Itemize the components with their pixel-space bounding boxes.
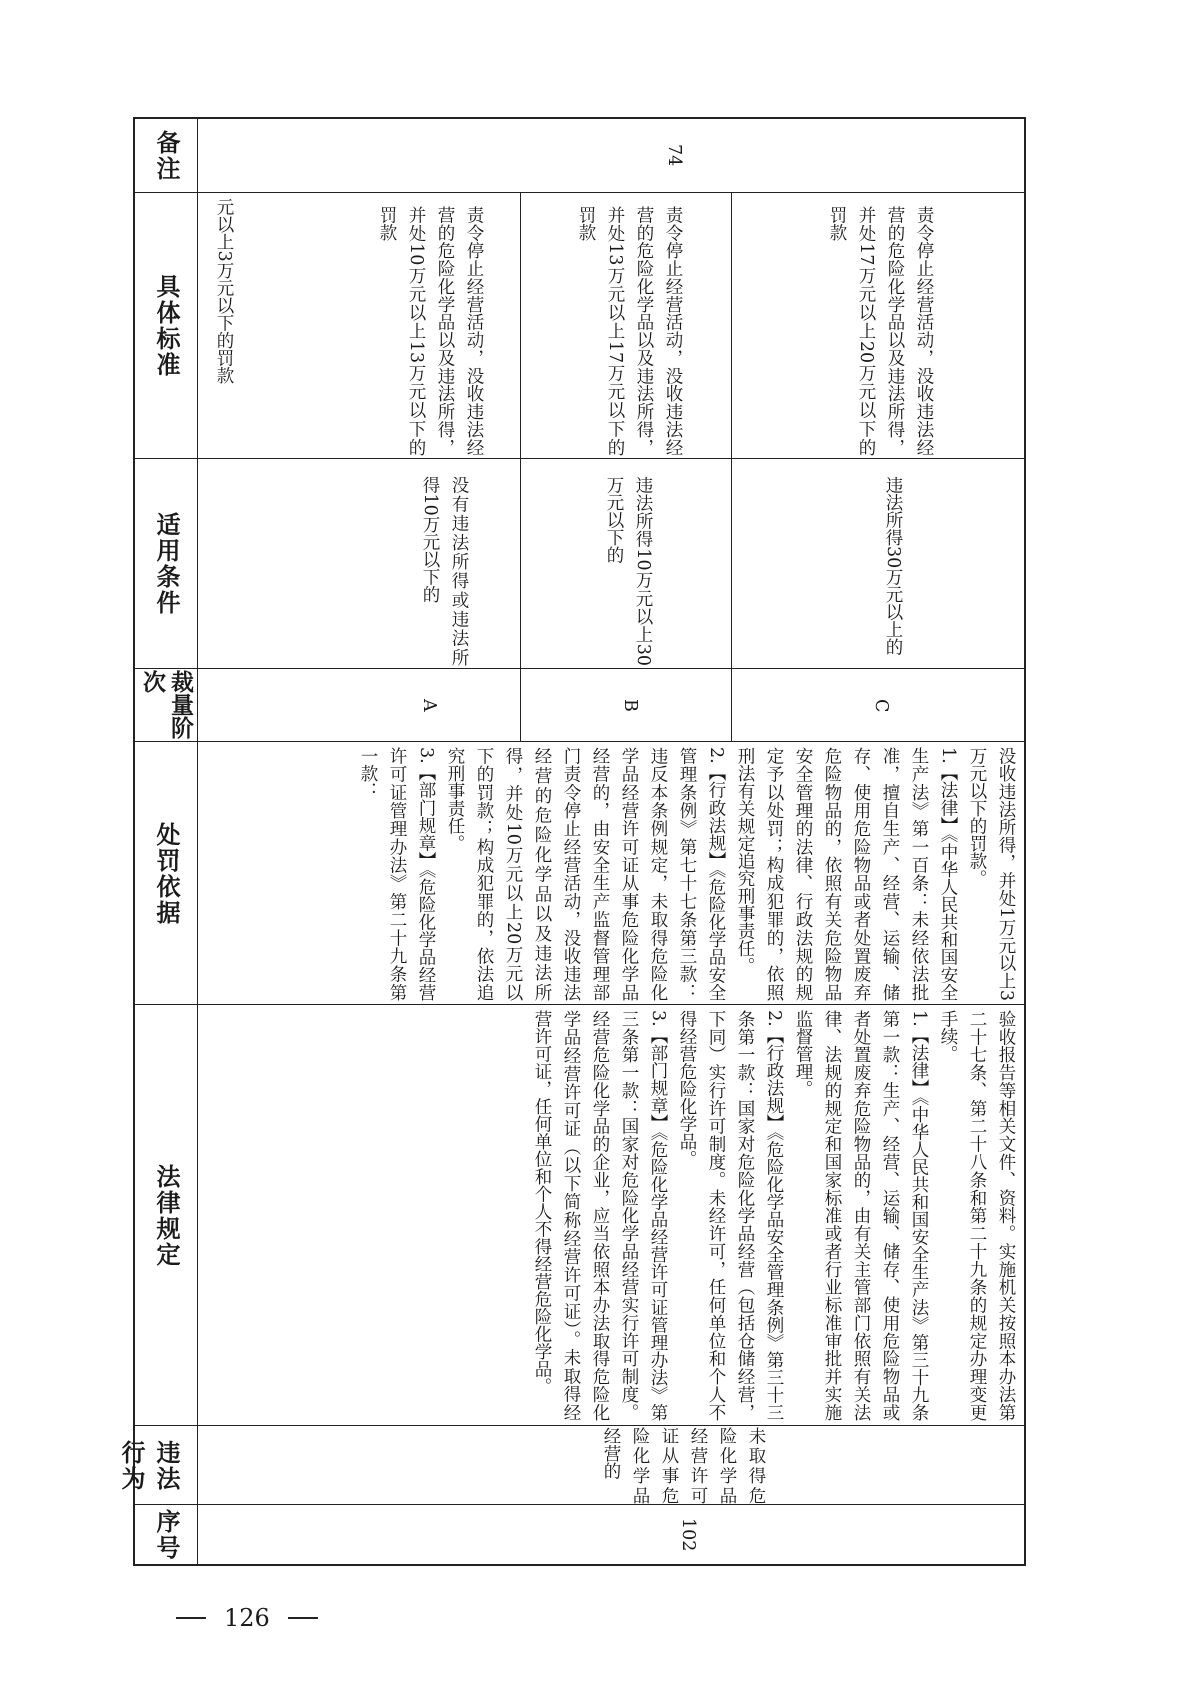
col-divider-basis xyxy=(133,1004,1026,1005)
header-condition: 适用条件 xyxy=(152,512,180,616)
col-divider-condition xyxy=(133,668,1026,669)
cell-condition-c: 违法所得30万元以上的 xyxy=(883,476,903,656)
cell-standard-c: 责令停止经营活动，没收违法经营的危险化学品以及违法所得，并处17万元以上20万元以下的罚款 xyxy=(827,206,934,456)
cell-violation: 未取得危险化学品经营许可证从事危险化学品经营的 xyxy=(601,1427,766,1504)
page-footer xyxy=(176,1604,318,1632)
cell-serial: 102 xyxy=(678,1518,698,1552)
header-remark: 备注 xyxy=(152,129,180,182)
level-divider-2 xyxy=(731,192,732,742)
level-divider-1 xyxy=(520,192,521,742)
header-basis: 处罚依据 xyxy=(152,821,180,926)
page-number: 126 xyxy=(224,1604,270,1632)
cell-standard-a: 责令停止经营活动，没收违法经营的危险化学品以及违法所得，并处10万元以上13万元以下的罚款 xyxy=(377,206,484,456)
col-divider-standard xyxy=(133,458,1026,459)
table-border-left xyxy=(133,117,135,1566)
table-border-bottom xyxy=(133,1564,1026,1566)
col-divider-violation xyxy=(133,1504,1026,1505)
header-serial: 序号 xyxy=(152,1509,180,1561)
header-level: 裁量阶次 xyxy=(139,670,193,739)
col-divider-legal xyxy=(133,1425,1026,1426)
cell-standard-b: 责令停止经营活动，没收违法经营的危险化学品以及违法所得，并处13万元以上17万元以下的罚款 xyxy=(576,206,683,456)
col-divider-remark xyxy=(133,192,1026,193)
cell-condition-b: 违法所得10万元以上30万元以下的 xyxy=(604,476,653,666)
col-divider-level xyxy=(133,741,1026,742)
cell-basis-text: 没收违法所得，并处1万元以上3万元以下的罚款。 1.【法律】《中华人民共和国安全生产法》第一百条：未经依法批准，擅自生产、经营、运输、储存、使用危险物品或者处置废弃危险物品的，依照有关危险物品安全管理的法律、行政法规的规定予以处罚；构成犯罪的，依照刑法有关规定追究刑事责任。 2.【行政法规】《危险化学品安全管理条例》第七十七条第三款：违反本条例规定，未取得危险化学品经营许可证从事危险化学品经营的，由安全生产监督管理部门责令停止经营活动，没收违法经营的危险化学品以及违法所得，并处10万元以上20万元以下的罚款；构成犯罪的，依法追究刑事责任。 3.【部门规章】《危险化学品经营许可证管理办法》第二十九条第一款： xyxy=(358,747,1016,1001)
header-divider xyxy=(197,117,198,1566)
header-legal: 法律规定 xyxy=(152,1163,180,1268)
header-standard: 具体标准 xyxy=(152,274,180,378)
cell-legal-text: 验收报告等相关文件、资料。实施机关按照本办法第二十七条、第二十八条和第二十九条的规定办理变更手续。 1.【法律】《中华人民共和国安全生产法》第三十九条第一款：生产、经营、运输、储存、使用危险物品或者处置废弃危险物品的，由有关主管部门依照有关法律、法规的规定和国家标准或者行业标准审批并实施监督管理。 2.【行政法规】《危险化学品安全管理条例》第三十三条第一款：国家对危险化学品经营（包括仓储经营，下同）实行许可制度。未经许可，任何单位和个人不得经营危险化学品。 3.【部门规章】《危险化学品经营许可证管理办法》第三条第一款：国家对危险化学品经营实行许可制度。经营危险化学品的企业，应当依照本办法取得危险化学品经营许可证（以下简称经营许可证）。未取得经营许可证，任何单位和个人不得经营危险化学品。 xyxy=(532,1010,1016,1421)
header-violation: 违法行为 xyxy=(117,1439,180,1492)
footer-dash-left xyxy=(176,1617,206,1619)
cell-standard-continued: 元以上3万元以下的罚款 xyxy=(214,198,234,385)
table-border-right xyxy=(1024,117,1026,1566)
footer-dash-right xyxy=(288,1617,318,1619)
table-border-top xyxy=(133,117,1026,119)
cell-level-b: B xyxy=(620,699,640,712)
cell-level-c: C xyxy=(871,698,891,713)
cell-level-a: A xyxy=(419,699,439,712)
cell-remark: 74 xyxy=(664,144,684,167)
cell-condition-a: 没有违法所得或违法所得10万元以下的 xyxy=(420,476,469,666)
